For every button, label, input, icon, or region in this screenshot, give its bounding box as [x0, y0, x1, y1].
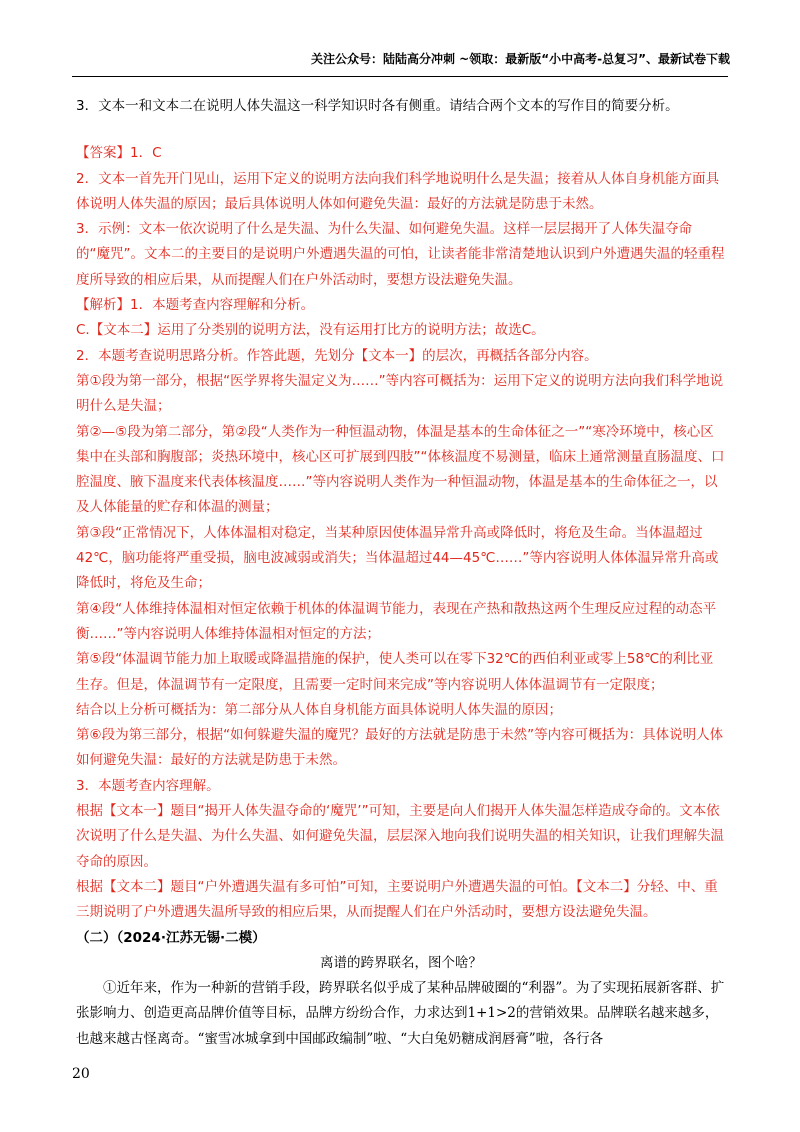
- page-header: 关注公众号：陆陆高分冲刺 ~领取：最新版“小中高考-总复习”、最新试卷下载: [311, 52, 730, 66]
- page-number: 20: [72, 1066, 90, 1082]
- answer-3: 3．示例：文本一依次说明了什么是失温、为什么失温、如何避免失温。这样一层层揭开了人体失温夺命的“魔咒”。文本二的主要目的是说明户外遭遇失温的可怕，让读者能非常清楚地认识到户外遭遇失温的轻重程度所导致的相应后果，从而提醒人们在户外活动时，要想方设法避免失温。: [76, 221, 725, 288]
- analysis-summary: 结合以上分析可概括为：第二部分从人体自身机能方面具体说明人体失温的原因；: [76, 701, 562, 718]
- analysis-para3: 第③段“正常情况下，人体体温相对稳定，当某种原因使体温异常升高或降低时，将危及生命。当体温超过42℃，脑功能将严重受损，脑电波减弱或消失；当体温超过44—45℃……”等内容说明人体体温异常升高或降低时，将危及生命；: [76, 524, 719, 592]
- analysis-label: 【解析】1．本题考查内容理解和分析。: [76, 297, 315, 314]
- header-divider: [72, 76, 728, 77]
- question-3: 3．文本一和文本二在说明人体失温这一科学知识时各有侧重。请结合两个文本的写作目的简要分析。: [76, 98, 679, 114]
- analysis-2: 2．本题考查说明思路分析。作答此题，先划分【文本一】的层次，再概括各部分内容。: [76, 347, 598, 364]
- analysis-text2: 根据【文本二】题目“户外遭遇失温有多可怕”可知，主要说明户外遭遇失温的可怕。【文本二】分轻、中、重三期说明了户外遭遇失温所导致的相应后果，从而提醒人们在户外活动时，要想方设法避免失温。: [76, 878, 718, 921]
- analysis-para4: 第④段“人体维持体温相对恒定依赖于机体的体温调节能力，表现在产热和散热这两个生理反应过程的动态平衡……”等内容说明人体维持体温相对恒定的方法；: [76, 600, 717, 642]
- analysis-3: 3．本题考查内容理解。: [76, 777, 220, 794]
- analysis-1: C.【文本二】运用了分类别的说明方法，没有运用打比方的说明方法；故选C。: [76, 322, 545, 339]
- analysis-para6: 第⑥段为第三部分，根据“如何躲避失温的魔咒？最好的方法就是防患于未然”等内容可概括为：具体说明人体如何避免失温：最好的方法就是防患于未然。: [76, 727, 724, 769]
- section-heading: （二）（2024·江苏无锡·二模）: [76, 929, 266, 946]
- analysis-text1: 根据【文本一】题目“揭开人体失温夺命的‘魔咒’”可知，主要是向人们揭开人体失温怎样造成夺命的。文本依次说明了什么是失温、为什么失温、如何避免失温，层层深入地向我们说明失温的相关知识，让我们理解失温夺命的原因。: [76, 803, 724, 870]
- article-title: 离谱的跨界联名，图个啥？: [320, 954, 482, 971]
- analysis-para2: 第②—⑤段为第二部分，第②段“人类作为一种恒温动物，体温是基本的生命体征之一”“寒冷环境中，核心区集中在头部和胸腹部；炎热环境中，核心区可扩展到四肢”“体核温度不易测量，临床上通常测量直肠温度、口腔温度、腋下温度来代表体核温度……”等内容说明人类作为一种恒温动物，体温是基本的生命体征之一，以及人体能量的贮存和体温的测量；: [76, 423, 725, 516]
- analysis-para1: 第①段为第一部分，根据“医学界将失温定义为……”等内容可概括为：运用下定义的说明方法向我们科学地说明什么是失温；: [76, 372, 724, 415]
- analysis-para5: 第⑤段“体温调节能力加上取暖或降温措施的保护，使人类可以在零下32℃的西伯利亚或零上58℃的利比亚生存。但是，体温调节有一定限度，且需要一定时间来完成”等内容说明人体体温调节有一定限度；: [76, 651, 714, 693]
- article-paragraph: ①近年来，作为一种新的营销手段，跨界联名似乎成了某种品牌破圈的“利器”。为了实现拓展新客群、扩张影响力、创造更高品牌价值等目标，品牌方纷纷合作，力求达到1+1>2的营销效果。品牌联名越来越多，也越来越古怪离奇。“蜜雪冰城拿到中国邮政编制”啦、“大白兔奶糖成润唇膏”啦，各行各: [76, 980, 725, 1047]
- page-content: [76, 94, 726, 1052]
- answer-label: 【答案】1．C: [76, 145, 162, 162]
- spacer: [76, 119, 726, 141]
- answer-2: 2．文本一首先开门见山，运用下定义的说明方法向我们科学地说明什么是失温；接着从人体自身机能方面具体说明人体失温的原因；最后具体说明人体如何避免失温：最好的方法就是防患于未然。: [76, 170, 720, 212]
